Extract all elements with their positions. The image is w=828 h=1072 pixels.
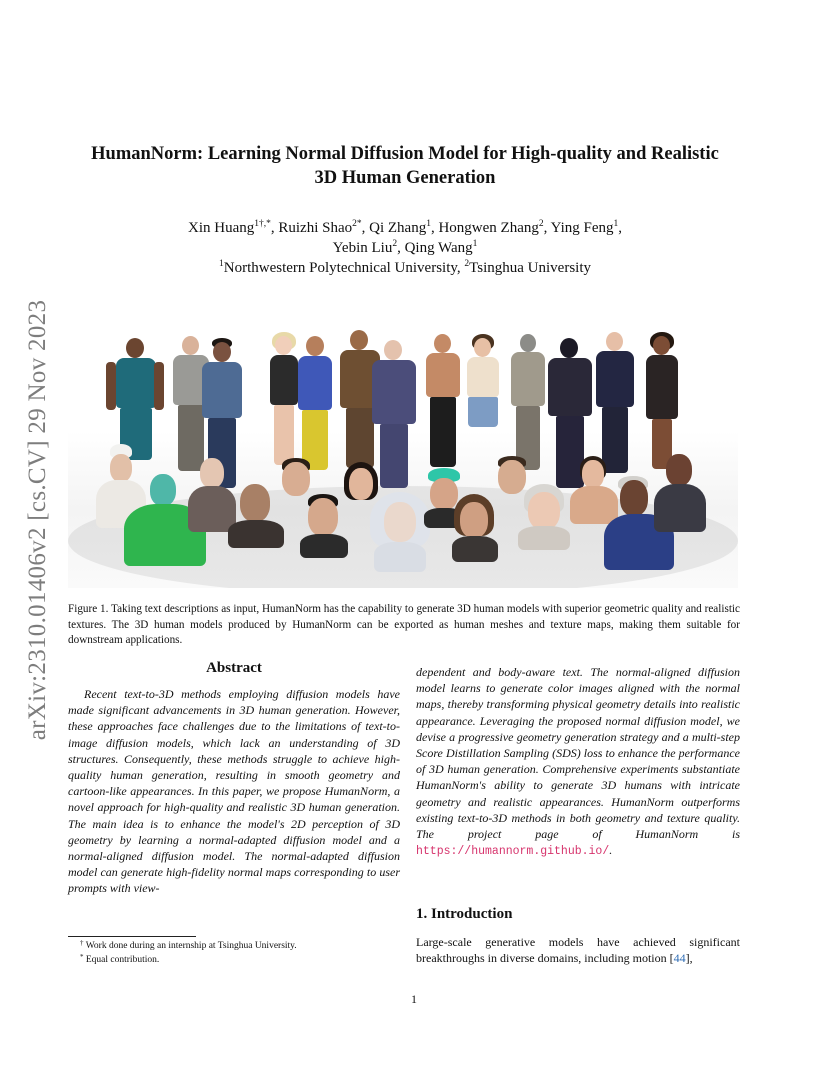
affil-separator: , (456, 260, 465, 276)
page-number: 1 (411, 992, 417, 1006)
author-line-1 (90, 218, 720, 238)
figure-caption: Figure 1. Taking text descriptions as input, HumanNorm has the capability to generate 3D human models with superior geometric quality and realistic textures. The 3D human models produced by HumanNorm can be exported as human meshes and texture maps, making them suitable for downstream applications. (68, 603, 740, 647)
footnotes (80, 940, 400, 967)
author-name: Ruizhi Shao (278, 220, 353, 236)
author-separator: , (397, 240, 405, 256)
affiliation-name: Northwestern Polytechnical University (223, 260, 457, 276)
author-separator: , (543, 220, 551, 236)
author-affil-mark: 1 (472, 239, 478, 249)
intro-text-tail: ], (685, 951, 693, 966)
arxiv-id-text: arXiv:2310.01406v2 [cs.CV] 29 Nov 2023 (24, 299, 51, 741)
footnote-text: Equal contribution. (85, 954, 160, 965)
author-name: Qing Wang (404, 240, 473, 256)
footnote-internship (80, 940, 400, 954)
footnote-mark: * (80, 952, 84, 961)
footnote-divider (68, 936, 196, 937)
paper-title (70, 142, 740, 190)
author-separator: , (618, 220, 622, 236)
affiliation-line (90, 258, 720, 278)
affil-mark: 1 (219, 259, 224, 269)
author-name: Yebin Liu (332, 240, 393, 256)
arxiv-identifier (8, 280, 68, 760)
author-separator: , (361, 220, 370, 236)
affil-mark: 2 (464, 259, 470, 269)
author-name: Qi Zhang (369, 220, 427, 236)
author-name: Ying Feng (550, 220, 614, 236)
intro-text-body: Large-scale generative models have achieved significant breakthroughs in diverse domains, including motion [ (416, 935, 740, 966)
author-block (90, 218, 720, 278)
author-affil-mark: 2* (352, 219, 362, 229)
author-name: Hongwen Zhang (438, 220, 539, 236)
footnote-text: Work done during an internship at Tsinghua University. (85, 941, 297, 951)
abstract-text-left: Recent text-to-3D methods employing diffusion models have made significant advancements in 3D human generation. However, these approaches face challenges due to the limitations of text-to-image diffusion models, which lack an understanding of 3D structures. Consequently, these methods struggle to achieve high-quality human generation, resulting in smooth geometry and cartoon-like appearances. In this paper, we propose HumanNorm, a novel approach for high-quality and realistic 3D human generation. The main idea is to enhance the model's 2D perception of 3D geometry by learning a normal-adapted diffusion model and a normal-aligned diffusion model. The normal-adapted diffusion model can generate high-fidelity normal maps corresponding to user prompts with view- (68, 687, 400, 896)
author-name: Xin Huang (188, 220, 255, 236)
title-line-2: 3D Human Generation (314, 168, 496, 188)
citation-link[interactable]: 44 (673, 951, 686, 966)
author-separator: , (430, 220, 439, 236)
footnote-equal-contribution (80, 954, 400, 968)
project-page-link[interactable]: https://humannorm.github.io/ (416, 845, 610, 859)
affiliation-name: Tsinghua University (469, 260, 591, 276)
introduction-heading: 1. Introduction (416, 906, 513, 922)
project-link-suffix: . (609, 843, 613, 858)
footnote-mark: † (80, 939, 84, 947)
author-affil-mark: 2 (392, 239, 398, 249)
abstract-text-right (416, 664, 740, 860)
author-affil-mark: 1 (426, 219, 431, 229)
teaser-figure-humans (68, 326, 738, 588)
author-affil-mark: 1 (613, 219, 619, 229)
abstract-heading: Abstract (206, 660, 262, 676)
introduction-text (416, 934, 740, 966)
title-line-1: HumanNorm: Learning Normal Diffusion Model for High-quality and Realistic (91, 144, 719, 164)
author-separator: , (270, 220, 279, 236)
abstract-text-right-body: dependent and body-aware text. The normal-aligned diffusion model learns to generate color images aligned with the normal maps, thereby transforming physical geometry details into realistic appearance. Leveraging the proposed normal diffusion model, we devise a progressive geometry generation strategy and a multi-step Score Distillation Sampling (SDS) loss to enhance the performance of 3D human generation. Comprehensive experiments substantiate HumanNorm's ability to generate 3D humans with intricate geometry and realistic appearances. HumanNorm outperforms existing text-to-3D methods in both geometry and texture quality. The project page of HumanNorm is (416, 665, 740, 842)
author-affil-mark: 1†,* (254, 219, 271, 229)
author-line-2 (90, 238, 720, 258)
author-affil-mark: 2 (538, 219, 544, 229)
